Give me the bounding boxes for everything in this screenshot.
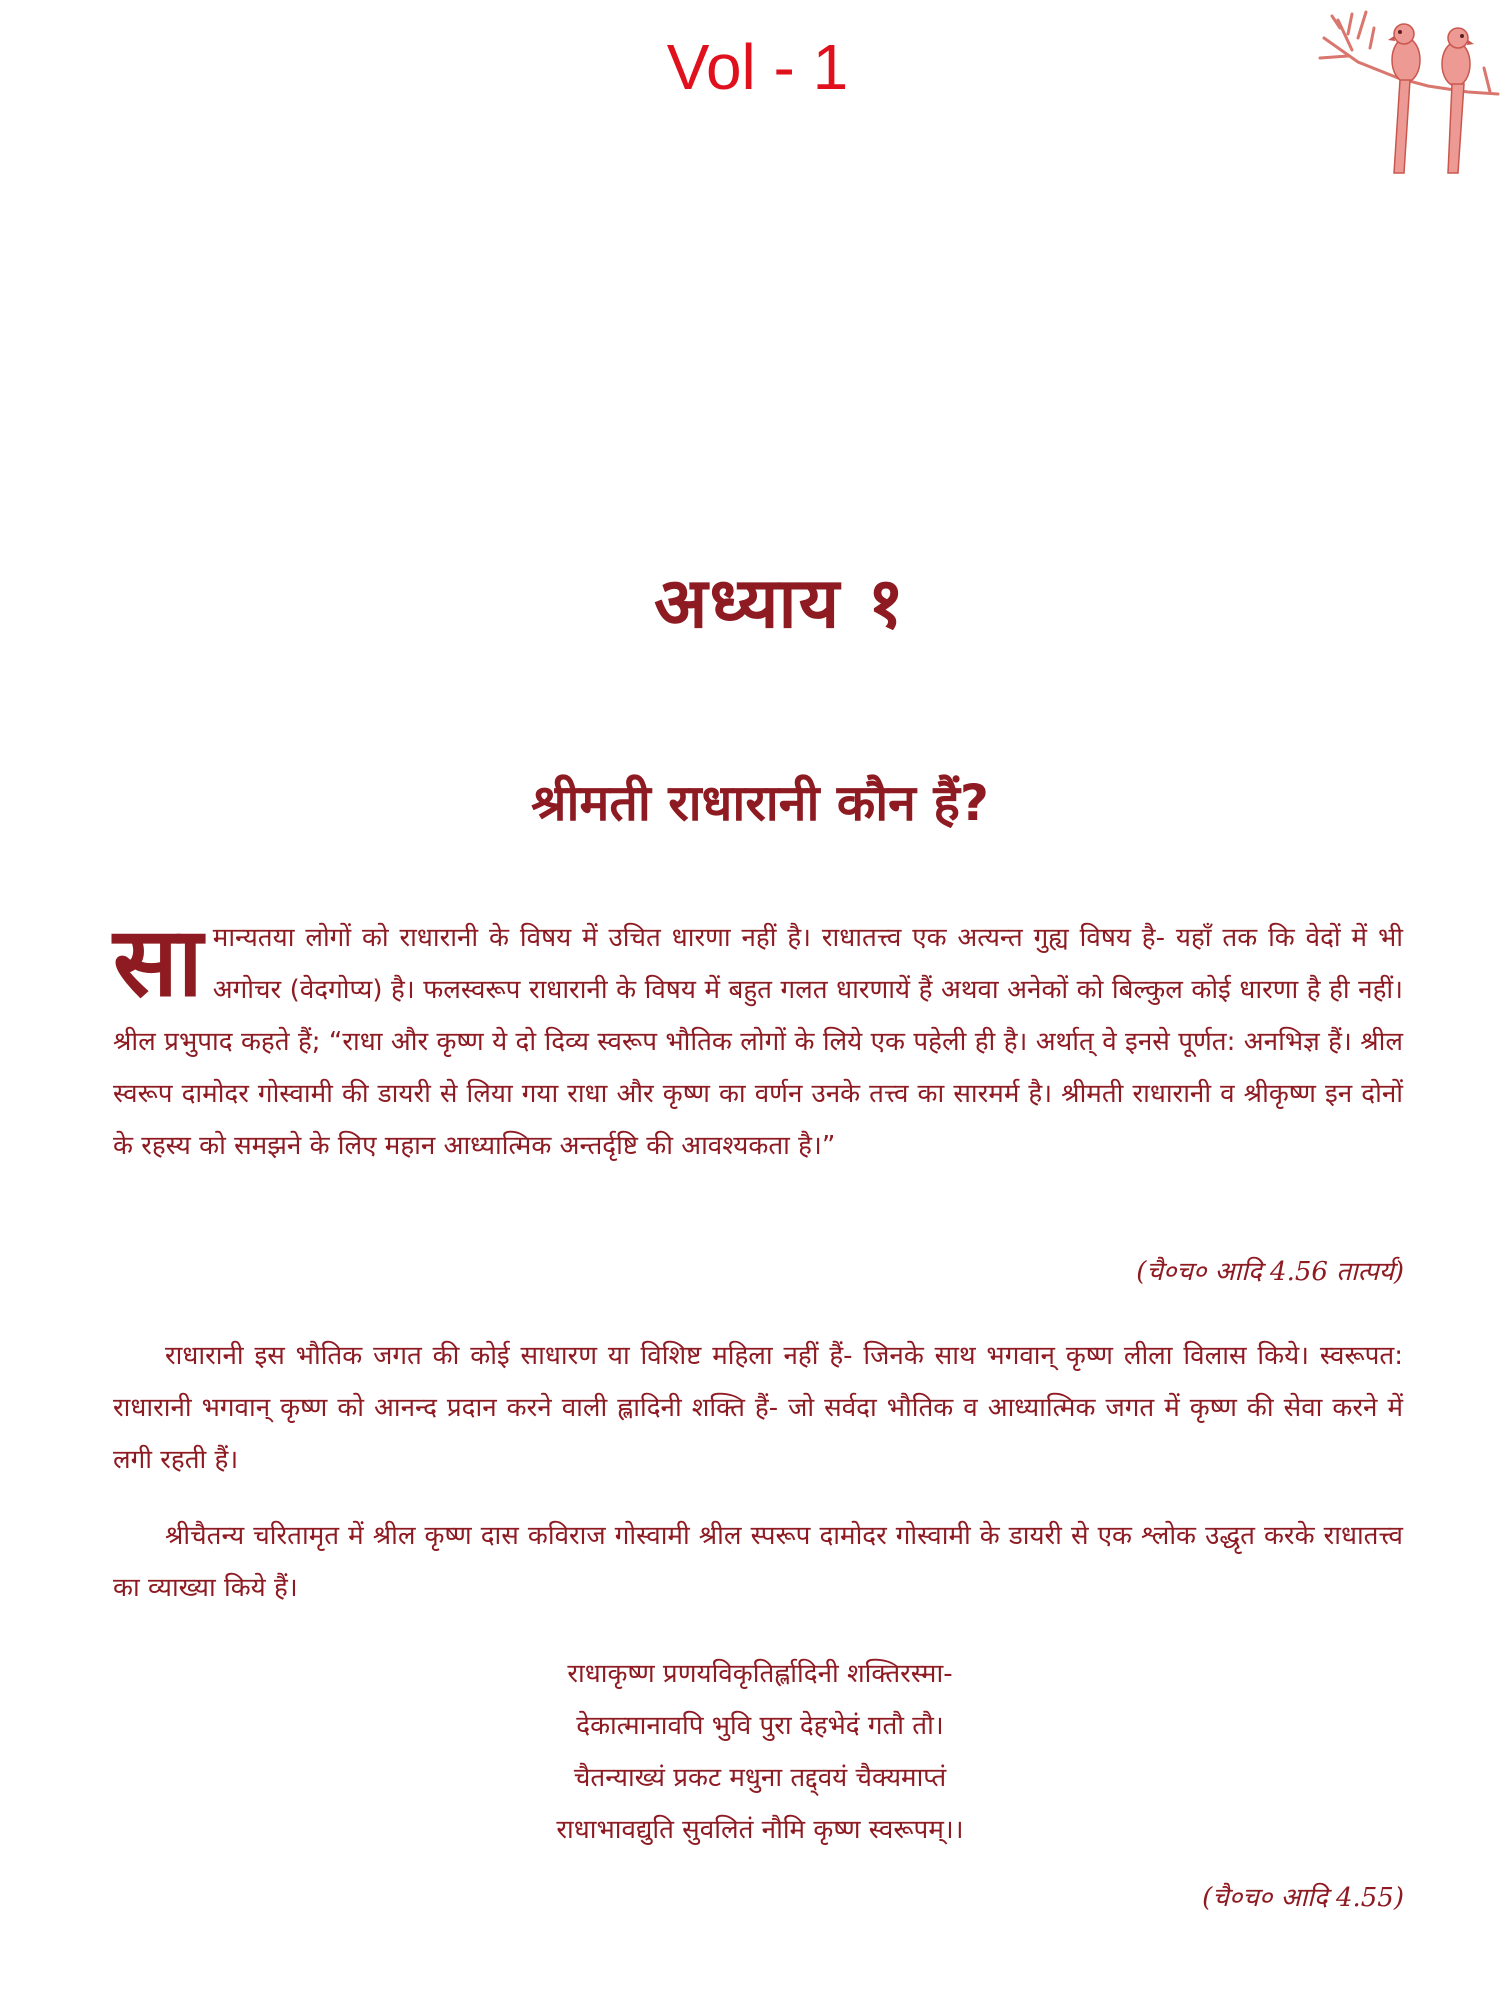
- paragraph-1-citation: (चै०च० आदि 4.56 तात्पर्य): [1136, 1257, 1404, 1287]
- chapter-title: अध्याय १: [654, 562, 906, 644]
- verse-line: राधाकृष्ण प्रणयविकृतिर्ह्लादिनी शक्तिरस्मा-: [567, 1659, 953, 1689]
- volume-label: Vol - 1: [666, 31, 849, 103]
- chapter-subtitle: श्रीमती राधारानी कौन हैं?: [531, 774, 989, 832]
- paragraph-3: श्रीचैतन्य चरितामृत में श्रील कृष्ण दास कविराज गोस्वामी श्रील स्परूप दामोदर गोस्वामी के डायरी से एक श्लोक उद्धृत करके राधातत्त्व का व्याख्या किये हैं।: [113, 1521, 1403, 1603]
- verse-line: राधाभावद्युति सुवलितं नौमि कृष्ण स्वरूपम्।।: [556, 1815, 964, 1845]
- paragraph-1-text: मान्यतया लोगों को राधारानी के विषय में उचित धारणा नहीं है। राधातत्त्व एक अत्यन्त गुह्य विषय है- यहाँ तक कि वेदों में भी अगोचर (वेदगोप्य) है। फलस्वरूप राधारानी के विषय में बहुत गलत धारणायें हैं अथवा अनेकों को बिल्कुल कोई धारणा है ही नहीं। श्रील प्रभुपाद कहते हैं; “राधा और कृष्ण ये दो दिव्य स्वरूप भौतिक लोगों के लिये एक पहेली ही है। अर्थात् वे इनसे पूर्णत: अनभिज्ञ हैं। श्रील स्वरूप दामोदर गोस्वामी की डायरी से लिया गया राधा और कृष्ण का वर्णन उनके तत्त्व का सारमर्म है। श्रीमती राधारानी व श्रीकृष्ण इन दोनों के रहस्य को समझने के लिए महान आध्यात्मिक अन्तर्दृष्टि की आवश्यकता है।”: [113, 923, 1403, 1161]
- sanskrit-verse: [0, 1648, 1500, 1856]
- verse-citation: (चै०च० आदि 4.55): [1202, 1883, 1404, 1913]
- paragraph-1: [113, 906, 1403, 1172]
- verse-line: चैतन्याख्यं प्रकट मधुना तद्द्वयं चैक्यमाप्तं: [573, 1763, 947, 1793]
- verse-line: देकात्मानावपि भुवि पुरा देहभेदं गतौ तौ।: [576, 1711, 944, 1741]
- two-birds-on-branch-icon: [1318, 8, 1500, 178]
- paragraph-2: राधारानी इस भौतिक जगत की कोई साधारण या विशिष्ट महिला नहीं हैं- जिनके साथ भगवान् कृष्ण लीला विलास किये। स्वरूपत: राधारानी भगवान् कृष्ण को आनन्द प्रदान करने वाली ह्लादिनी शक्ति हैं- जो सर्वदा भौतिक व आध्यात्मिक जगत में कृष्ण की सेवा करने में लगी रहती हैं।: [113, 1341, 1403, 1475]
- drop-cap: सा: [113, 906, 203, 1018]
